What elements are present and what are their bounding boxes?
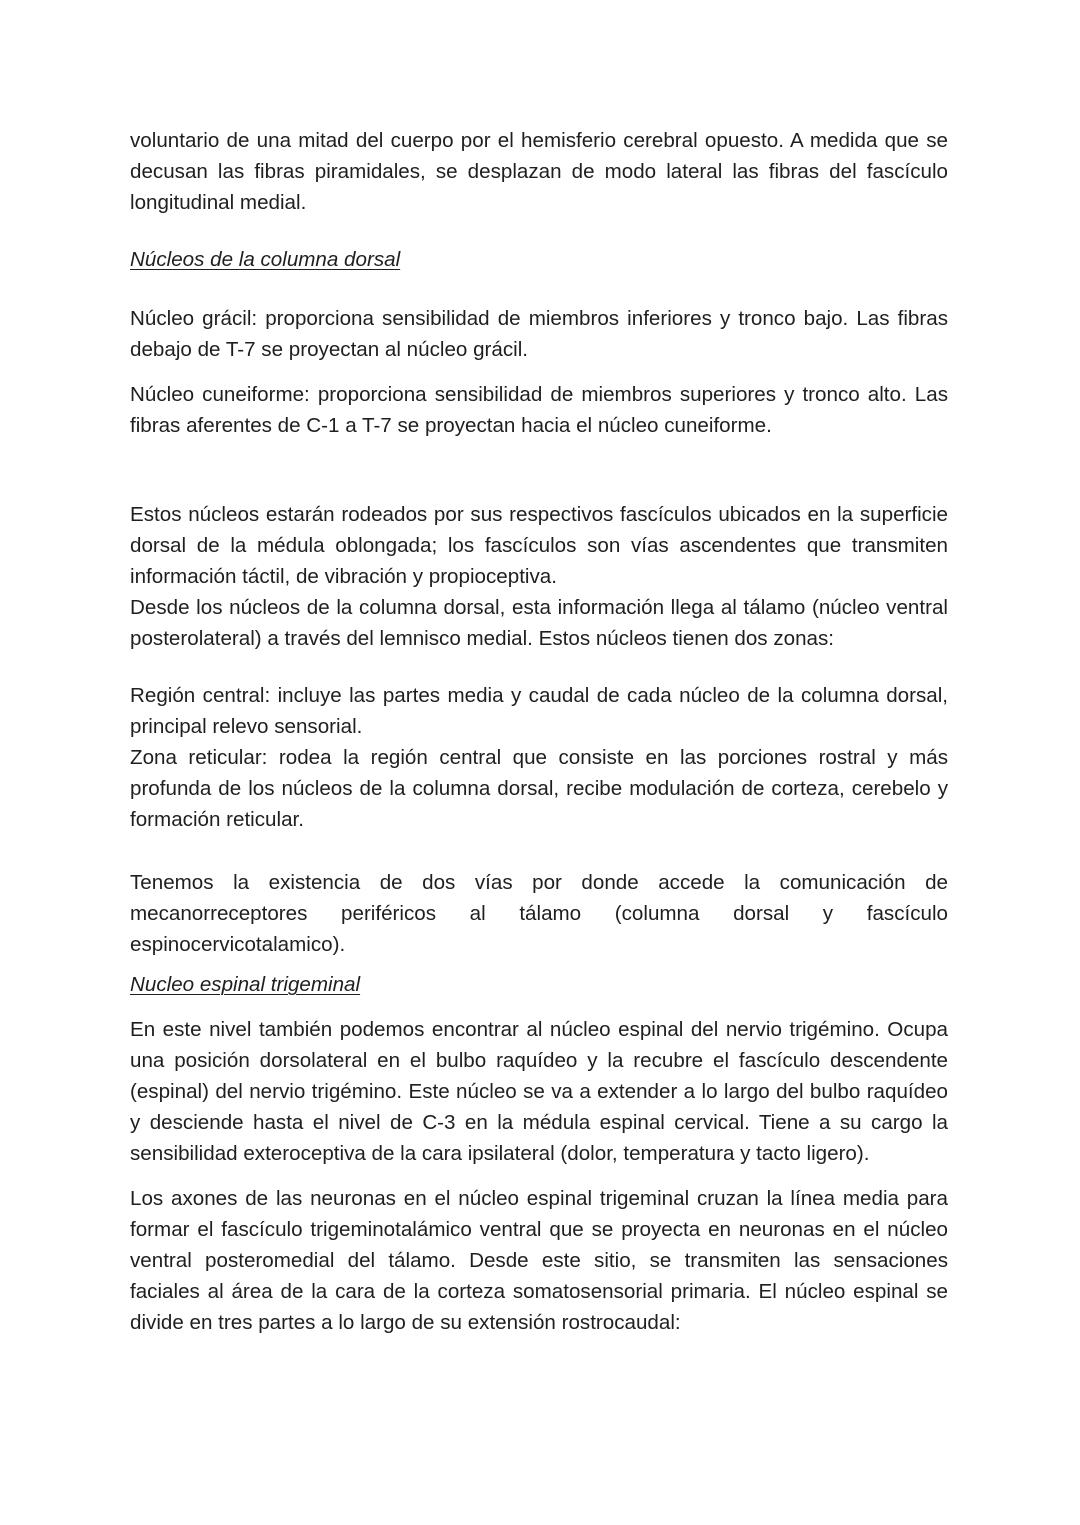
paragraph-zona-reticular: Zona reticular: rodea la región central que consiste en las porciones rostral y más profunda de los núcleos de la columna dorsal, recibe modulación de corteza, cerebelo y formación reticular. [130, 746, 948, 831]
paragraph-nucleo-cuneiforme: Núcleo cuneiforme: proporciona sensibilidad de miembros superiores y tronco alto. Las fibras aferentes de C-1 a T-7 se proyectan hacia el núcleo cuneiforme. [130, 383, 948, 437]
paragraph-axones-trigeminal: Los axones de las neuronas en el núcleo espinal trigeminal cruzan la línea media para formar el fascículo trigeminotalámico ventral que se proyecta en neuronas en el núcleo ventral posteromedial del tálamo. Desde este sitio, se transmiten las sensaciones faciales al área de la cara de la corteza somatosensorial primaria. El núcleo espinal se divide en tres partes a lo largo de su extensión rostrocaudal: [130, 1187, 948, 1334]
paragraph-dos-vias: Tenemos la existencia de dos vías por donde accede la comunicación de mecanorreceptores periféricos al tálamo (columna dorsal y fascículo espinocervicotalamico). [130, 871, 948, 956]
paragraph-desde-nucleos: Desde los núcleos de la columna dorsal, esta información llega al tálamo (núcleo ventral posterolateral) a través del lemnisco medial. Estos núcleos tienen dos zonas: [130, 596, 948, 650]
paragraph-intro: voluntario de una mitad del cuerpo por el hemisferio cerebral opuesto. A medida que se decusan las fibras piramidales, se desplazan de modo lateral las fibras del fascículo longitudinal medial. [130, 129, 948, 214]
paragraph-nucleo-gracil: Núcleo grácil: proporciona sensibilidad de miembros inferiores y tronco bajo. Las fibras debajo de T-7 se proyectan al núcleo grácil. [130, 307, 948, 361]
paragraph-nivel-trigemino: En este nivel también podemos encontrar al núcleo espinal del nervio trigémino. Ocupa una posición dorsolateral en el bulbo raquídeo y la recubre el fascículo descendente (espinal) del nervio trigémino. Este núcleo se va a extender a lo largo del bulbo raquídeo y desciende hasta el nivel de C-3 en la médula espinal cervical. Tiene a su cargo la sensibilidad exteroceptiva de la cara ipsilateral (dolor, temperatura y tacto ligero). [130, 1018, 948, 1165]
heading-nucleos-columna-dorsal: Núcleos de la columna dorsal [130, 248, 401, 271]
heading-nucleo-espinal-trigeminal: Nucleo espinal trigeminal [130, 973, 361, 996]
paragraph-nucleos-rodeados: Estos núcleos estarán rodeados por sus respectivos fascículos ubicados en la superficie dorsal de la médula oblongada; los fascículos son vías ascendentes que transmiten información táctil, de vibración y propioceptiva. [130, 503, 948, 588]
document-body [130, 125, 948, 1338]
paragraph-region-central: Región central: incluye las partes media y caudal de cada núcleo de la columna dorsal, principal relevo sensorial. [130, 684, 948, 738]
